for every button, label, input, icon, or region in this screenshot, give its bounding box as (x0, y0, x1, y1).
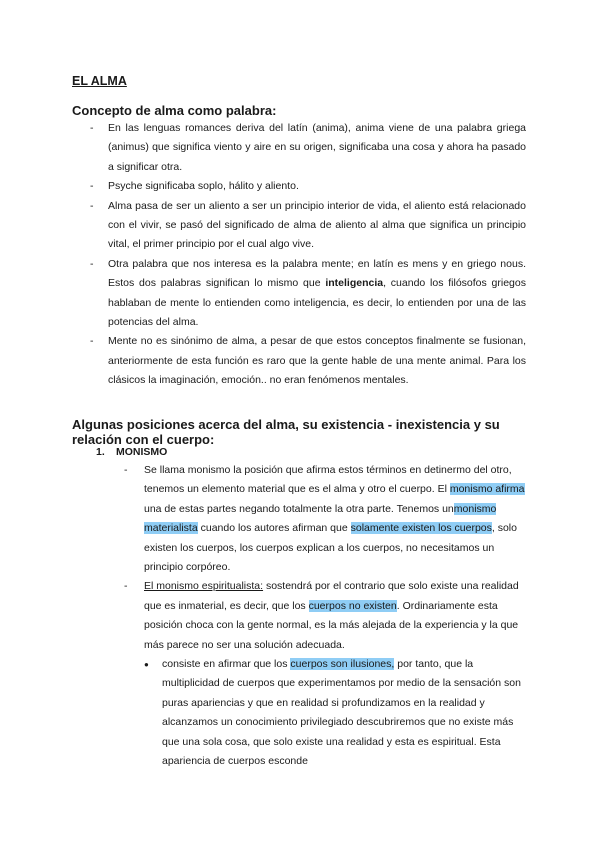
section-heading-posiciones: Algunas posiciones acerca del alma, su existencia - inexistencia y su relación con el cuerpo: (72, 417, 500, 447)
highlight-text: monismo afirma (449, 483, 525, 496)
text-run: Se llama monismo la posición que afirma estos términos en detinermo del otro, tenemos un elemento material que es el alma y otro el cuerpo. El (144, 464, 512, 496)
text-run: , cuando los filósofos griegos hablaban de mente lo entienden como inteligencia, es decir, lo entienden por una de las potencias del alma. (108, 277, 526, 329)
text-run: por tanto, que la multiplicidad de cuerpos que experimentamos por medio de la sensación son puras apariencias y que en realidad si profundizamos en la realidad y alcanzamos un conocimiento privilegiado descubriremos que no existe más que una sola cosa, que solo existe una realidad y esta es espiritual. Esta apariencia de cuerpos esconde (162, 658, 521, 768)
list-item: - Psyche significaba soplo, hálito y aliento. (90, 177, 526, 196)
sub-bullet-list (144, 655, 530, 771)
subheading-monismo: MONISMO (116, 446, 168, 458)
text-run: , solo existen los cuerpos, los cuerpos explican a los cuerpos, no necesitamos un principio corpóreo. (144, 522, 517, 574)
list-item: - En las lenguas romances deriva del latín (anima), anima viene de una palabra griega (animus) que significa viento y aire en su origen, significaba una cosa y ahora ha pasado a significar otra. (90, 119, 526, 177)
section-heading-concepto: Concepto de alma como palabra: (72, 103, 277, 118)
highlight-text: cuerpos no existen (308, 599, 397, 612)
highlight-text: solamente existen los cuerpos (350, 522, 492, 535)
list-item: - Mente no es sinónimo de alma, a pesar de que estos conceptos finalmente se fusionan, anteriormente de esta función es raro que la gente hable de una mente animal. Para los clásicos la imaginación, emoción.. no eran fenómenos mentales. (90, 332, 526, 390)
text-run: sostendrá por el contrario que solo existe una realidad que es inmaterial, es decir, que los (144, 580, 519, 612)
text-run: consiste en afirmar que los (162, 658, 291, 671)
list-item: - Alma pasa de ser un aliento a ser un principio interior de vida, el aliento está relacionado con el vivir, se pasó del significado de alma de aliento al alma que significa un principio vital, el primer principio por el cual algo vive. (90, 197, 526, 255)
list-item (90, 255, 526, 333)
numbered-heading-monismo (96, 446, 167, 458)
text-run: cuando los autores afirman que (197, 522, 351, 535)
document-title: EL ALMA (72, 74, 127, 88)
bullet-item (144, 655, 530, 771)
monismo-list (124, 461, 530, 772)
text-run: una de estas partes negando totalmente la otra parte. Tenemos un (144, 502, 454, 515)
underlined-term: El monismo espiritualista: (144, 580, 264, 593)
bold-term-inteligencia: inteligencia (325, 277, 384, 290)
list-number: 1. (96, 446, 105, 458)
highlight-text: monismo materialista (144, 502, 497, 535)
list-item (124, 461, 530, 577)
highlight-text: cuerpos son ilusiones, (290, 658, 395, 671)
list-item (124, 577, 530, 771)
text-run: Otra palabra que nos interesa es la palabra mente; en latín es mens y en griego nous. Estos dos palabras significan lo mismo que (108, 257, 526, 290)
concepto-list (90, 119, 526, 391)
text-run: . Ordinariamente esta posición choca con la gente normal, es la más alejada de la experiencia y la que más parece no ser una solución adecuada. (144, 599, 519, 651)
